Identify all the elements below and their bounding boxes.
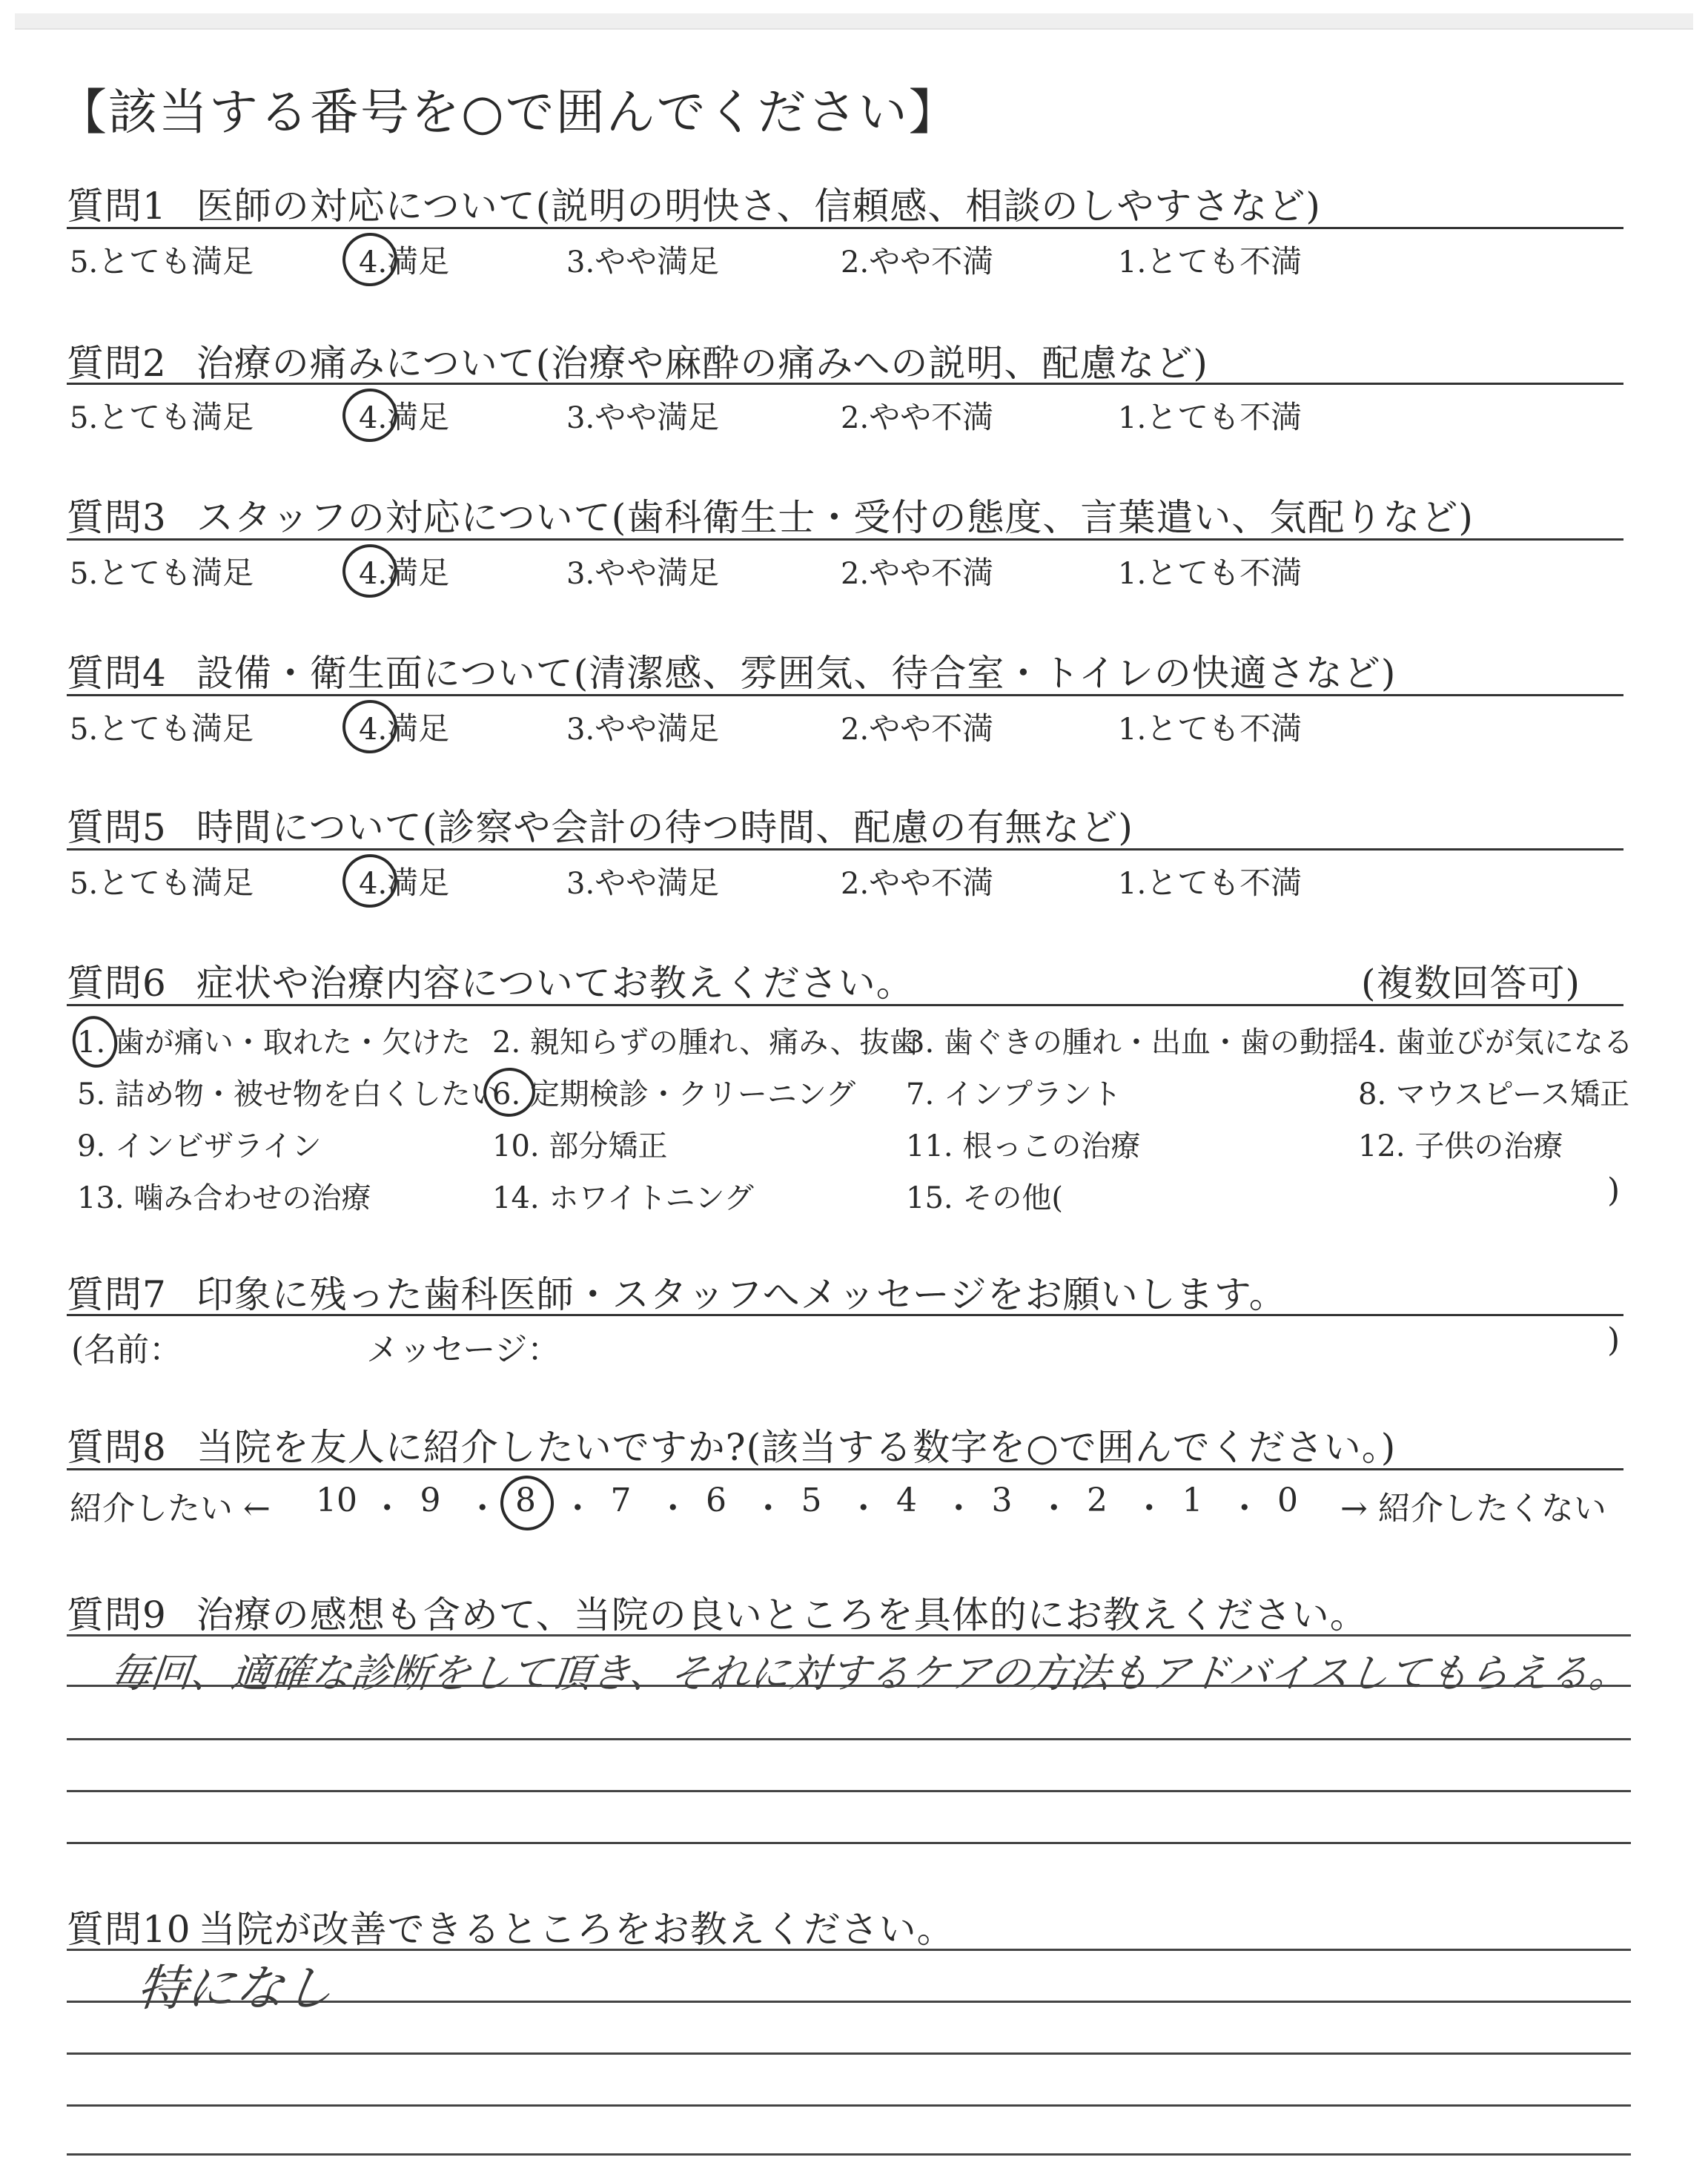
rating-option[interactable] — [841, 549, 993, 593]
scale-separator: ・ — [371, 1490, 404, 1527]
rating-option-label: やや不満 — [869, 710, 994, 747]
question-3-title — [67, 488, 1474, 541]
rating-option-number: 3. — [566, 401, 595, 435]
rating-option-number: 2. — [841, 713, 870, 747]
rating-option-label: やや満足 — [595, 399, 720, 435]
question-9-number: 質問9 — [67, 1593, 167, 1636]
rating-option-label: 満足 — [387, 555, 450, 591]
rating-option-label: 満足 — [387, 399, 450, 435]
rating-option-number: 3. — [566, 867, 595, 901]
rating-option[interactable] — [1118, 237, 1302, 282]
rating-option-number: 4. — [359, 713, 388, 747]
rating-option-number: 2. — [841, 401, 870, 435]
symptom-item-10[interactable]: 10. 部分矯正 — [492, 1129, 668, 1163]
rating-option[interactable] — [70, 859, 254, 903]
symptom-item-11[interactable]: 11. 根っこの治療 — [906, 1129, 1141, 1163]
rating-option[interactable] — [841, 393, 993, 437]
rating-option-number: 1. — [1118, 713, 1147, 747]
symptom-item-3[interactable]: 3. 歯ぐきの腫れ・出血・歯の動揺 — [906, 1025, 1359, 1060]
question-9-title — [67, 1585, 1368, 1639]
rating-option-number: 1. — [1118, 557, 1147, 591]
rating-option-number: 4. — [359, 245, 388, 280]
scale-value[interactable]: 7 — [610, 1482, 632, 1519]
message-close: ) — [1607, 1321, 1621, 1359]
rating-option-label: とても満足 — [98, 243, 254, 280]
rating-option[interactable] — [1118, 549, 1302, 593]
scale-separator: ・ — [561, 1490, 595, 1527]
rating-option-label: やや満足 — [595, 555, 720, 591]
q9-handwritten-answer: 毎回、適確な診断をして頂き、それに対するケアの方法もアドバイスしてもらえる。 — [108, 1650, 1632, 1697]
question-4-title — [67, 644, 1396, 697]
recommend-right-label: → 紹介したくない — [1340, 1490, 1606, 1527]
symptom-item-13[interactable]: 13. 噛み合わせの治療 — [77, 1181, 371, 1215]
question-1-rule — [67, 227, 1623, 229]
question-5-text: 時間について(診察や会計の待つ時間、配慮の有無など) — [196, 806, 1133, 849]
rating-option-label: 満足 — [387, 865, 450, 901]
question-7-text: 印象に残った歯科医師・スタッフへメッセージをお願いします。 — [196, 1273, 1287, 1316]
rating-option-label: やや不満 — [869, 555, 994, 591]
q10-line-2 — [67, 2001, 1631, 2003]
rating-option[interactable] — [70, 237, 254, 282]
rating-option-number: 2. — [841, 245, 870, 280]
question-6-rule — [67, 1004, 1623, 1006]
rating-option-number: 2. — [841, 557, 870, 591]
scale-value[interactable]: 3 — [991, 1482, 1013, 1519]
rating-option-label: やや不満 — [869, 243, 994, 280]
rating-option[interactable] — [566, 393, 719, 437]
scale-value[interactable]: 1 — [1182, 1482, 1203, 1519]
question-8-text: 当院を友人に紹介したいですか?(該当する数字を○で囲んでください。) — [196, 1426, 1397, 1469]
rating-option[interactable] — [566, 859, 719, 903]
recommend-left-label: 紹介したい ← — [70, 1490, 271, 1527]
question-1-text: 医師の対応について(説明の明快さ、信頼感、相談のしやすさなど) — [196, 185, 1321, 228]
rating-option-number: 5. — [70, 713, 99, 747]
rating-option-label: とても満足 — [98, 555, 254, 591]
question-3-rule — [67, 538, 1623, 541]
scale-value[interactable]: 4 — [896, 1482, 917, 1519]
rating-option-label: とても不満 — [1146, 710, 1302, 747]
question-8-rule — [67, 1468, 1623, 1470]
question-7-number: 質問7 — [67, 1273, 167, 1316]
question-5-number: 質問5 — [67, 806, 167, 849]
question-10-title — [67, 1900, 955, 1953]
rating-option[interactable] — [566, 237, 719, 282]
symptom-item-1[interactable]: 1. 歯が痛い・取れた・欠けた — [77, 1025, 471, 1060]
question-8-number: 質問8 — [67, 1426, 167, 1469]
question-6-number: 質問6 — [67, 962, 167, 1005]
scale-separator: ・ — [752, 1490, 785, 1527]
symptom-item-14[interactable]: 14. ホワイトニング — [492, 1181, 754, 1215]
question-9-text: 治療の感想も含めて、当院の良いところを具体的にお教えください。 — [196, 1593, 1368, 1636]
question-3-text: スタッフの対応について(歯科衛生士・受付の態度、言葉遣い、気配りなど) — [196, 496, 1474, 539]
rating-option-number: 5. — [70, 245, 99, 280]
question-5-rule — [67, 848, 1623, 851]
rating-option-label: やや満足 — [595, 865, 720, 901]
rating-option[interactable] — [566, 549, 719, 593]
scale-value[interactable]: 0 — [1277, 1482, 1298, 1519]
symptom-item-15[interactable]: 15. その他( — [906, 1181, 1063, 1215]
question-8-title — [67, 1418, 1396, 1471]
rating-option[interactable] — [70, 393, 254, 437]
question-5-title — [67, 798, 1133, 851]
scale-separator: ・ — [1133, 1490, 1166, 1527]
question-6-note: (複数回答可) — [1361, 962, 1581, 1005]
question-2-text: 治療の痛みについて(治療や麻酔の痛みへの説明、配慮など) — [196, 342, 1208, 385]
selection-circle-scale — [497, 1472, 557, 1533]
question-2-rule — [67, 383, 1623, 385]
q9-line-4 — [67, 1790, 1631, 1792]
rating-option-label: とても満足 — [98, 710, 254, 747]
rating-option-label: とても満足 — [98, 399, 254, 435]
q10-line-4 — [67, 2104, 1631, 2107]
rating-option-label: とても不満 — [1146, 865, 1302, 901]
question-4-number: 質問4 — [67, 652, 167, 695]
question-1-number: 質問1 — [67, 185, 167, 228]
rating-option-label: とても不満 — [1146, 243, 1302, 280]
rating-option-number: 4. — [359, 867, 388, 901]
rating-option-label: やや満足 — [595, 710, 720, 747]
rating-option-label: とても不満 — [1146, 555, 1302, 591]
symptom-item-6[interactable]: 6. 定期検診・クリーニング — [492, 1077, 856, 1112]
symptom-item-4[interactable]: 4. 歯並びが気になる — [1358, 1025, 1633, 1060]
rating-option[interactable] — [70, 549, 254, 593]
rating-option-number: 2. — [841, 867, 870, 901]
q9-line-1 — [67, 1634, 1631, 1636]
rating-option-number: 3. — [566, 713, 595, 747]
scale-value[interactable]: 5 — [801, 1482, 822, 1519]
instruction-heading: 【該当する番号を○で囲んでください】 — [58, 84, 959, 141]
rating-option-number: 3. — [566, 557, 595, 591]
q9-line-5 — [67, 1842, 1631, 1844]
scale-separator: ・ — [656, 1490, 689, 1527]
rating-option-number: 4. — [359, 401, 388, 435]
symptom-item-9[interactable]: 9. インビザライン — [77, 1129, 322, 1163]
rating-option[interactable] — [841, 237, 993, 282]
symptom-item-5[interactable]: 5. 詰め物・被せ物を白くしたい — [77, 1077, 500, 1112]
rating-option-number: 5. — [70, 557, 99, 591]
rating-option[interactable] — [841, 859, 993, 903]
question-7-rule — [67, 1314, 1623, 1316]
symptom-item-2[interactable]: 2. 親知らずの腫れ、痛み、抜歯 — [492, 1025, 919, 1060]
rating-option[interactable] — [1118, 393, 1302, 437]
name-label: (名前： — [71, 1331, 182, 1369]
symptom-item-8[interactable]: 8. マウスピース矯正 — [1358, 1077, 1630, 1112]
rating-option-label: 満足 — [387, 243, 450, 280]
q9-line-3 — [67, 1738, 1631, 1740]
rating-option[interactable] — [1118, 704, 1302, 749]
scale-value[interactable]: 2 — [1087, 1482, 1108, 1519]
scale-value[interactable]: 8 — [515, 1482, 536, 1519]
question-1-title — [67, 176, 1321, 230]
rating-option-label: 満足 — [387, 710, 450, 747]
q10-line-3 — [67, 2052, 1631, 2055]
question-6-text: 症状や治療内容についてお教えください。 — [196, 962, 914, 1005]
rating-option[interactable] — [70, 704, 254, 749]
rating-option-number: 1. — [1118, 245, 1147, 280]
symptom-item-12[interactable]: 12. 子供の治療 — [1358, 1129, 1563, 1163]
question-2-title — [67, 334, 1208, 387]
rating-option[interactable] — [841, 704, 993, 749]
rating-option-label: とても不満 — [1146, 399, 1302, 435]
scale-separator: ・ — [1228, 1490, 1261, 1527]
scale-value[interactable]: 6 — [706, 1482, 726, 1519]
question-3-number: 質問3 — [67, 496, 167, 539]
q10-handwritten-answer: 特になし — [134, 1960, 337, 2017]
rating-option-label: やや満足 — [595, 243, 720, 280]
rating-option-number: 3. — [566, 245, 595, 280]
rating-option-label: やや不満 — [869, 865, 994, 901]
rating-option-label: やや不満 — [869, 399, 994, 435]
rating-option[interactable] — [566, 704, 719, 749]
rating-option-number: 1. — [1118, 867, 1147, 901]
question-4-rule — [67, 694, 1623, 696]
rating-option-number: 5. — [70, 401, 99, 435]
scale-separator: ・ — [466, 1490, 499, 1527]
question-10-text: 当院が改善できるところをお教えください。 — [198, 1908, 955, 1951]
rating-option[interactable] — [1118, 859, 1302, 903]
question-6-title — [67, 954, 914, 1007]
rating-option-number: 1. — [1118, 401, 1147, 435]
q9-line-2 — [67, 1685, 1631, 1687]
question-2-number: 質問2 — [67, 342, 167, 385]
symptom-item-7[interactable]: 7. インプラント — [906, 1077, 1122, 1112]
scale-separator: ・ — [847, 1490, 880, 1527]
message-label: メッセージ： — [366, 1331, 560, 1369]
rating-option-label: とても満足 — [98, 865, 254, 901]
scale-separator: ・ — [1037, 1490, 1070, 1527]
question-7-title — [67, 1265, 1287, 1318]
question-4-text: 設備・衛生面について(清潔感、雰囲気、待合室・トイレの快適さなど) — [196, 652, 1397, 695]
rating-option-number: 5. — [70, 867, 99, 901]
symptom-other-close: ) — [1607, 1172, 1621, 1209]
q10-line-5 — [67, 2153, 1631, 2156]
rating-option-number: 4. — [359, 557, 388, 591]
scale-separator: ・ — [942, 1490, 976, 1527]
scan-top-strip — [15, 13, 1693, 30]
scale-value[interactable]: 10 — [316, 1482, 357, 1519]
question-10-number: 質問10 — [67, 1908, 191, 1951]
scale-value[interactable]: 9 — [420, 1482, 441, 1519]
